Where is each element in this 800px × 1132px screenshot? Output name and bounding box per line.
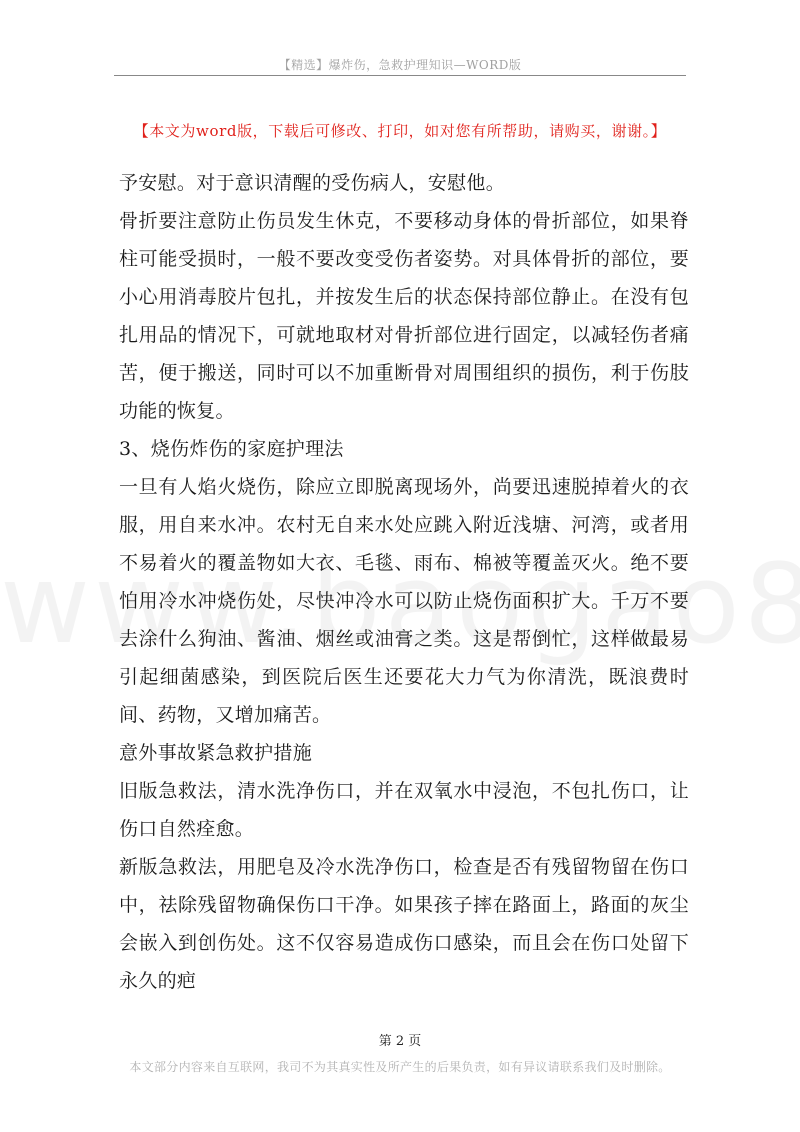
header-divider (114, 75, 686, 76)
paragraph-new-method: 新版急救法，用肥皂及冷水洗净伤口，检查是否有残留物留在伤口中，祛除残留物确保伤口干净。如果孩子摔在路面上，路面的灰尘会嵌入到创伤处。这不仅容易造成伤口感染，而且会在伤口处留下永久的疤 (119, 856, 689, 992)
footer-disclaimer: 本文部分内容来自互联网，我司不为其真实性及所产生的后果负责，如有异议请联系我们及时删除。 (129, 1060, 671, 1074)
document-body (119, 164, 689, 1000)
page-header-title: 【精选】爆炸伤，急救护理知识—WORD版 (278, 58, 522, 72)
page-number: 第 2 页 (378, 1034, 422, 1049)
section-heading-emergency-measures: 意外事故紧急救护措施 (119, 742, 313, 764)
paragraph-burn-care: 一旦有人焰火烧伤，除应立即脱离现场外，尚要迅速脱掉着火的衣服，用自来水冲。农村无自来水处应跳入附近浅塘、河湾，或者用不易着火的覆盖物如大衣、毛毯、雨布、棉被等覆盖灭火。绝不要怕用冷水冲烧伤处，尽快冲冷水可以防止烧伤面积扩大。千万不要去涂什么狗油、酱油、烟丝或油膏之类。这是帮倒忙，这样做最易引起细菌感染，到医院后医生还要花大力气为你清洗，既浪费时间、药物，又增加痛苦。 (119, 476, 689, 726)
paragraph-old-method: 旧版急救法，清水洗净伤口，并在双氧水中浸泡，不包扎伤口，让伤口自然痊愈。 (119, 780, 689, 840)
download-notice: 【本文为word版，下载后可修改、打印，如对您有所帮助，请购买，谢谢。】 (133, 122, 667, 140)
paragraph-comfort: 予安慰。对于意识清醒的受伤病人，安慰他。 (119, 172, 506, 194)
paragraph-fracture: 骨折要注意防止伤员发生休克，不要移动身体的骨折部位，如果脊柱可能受损时，一般不要改变受伤者姿势。对具体骨折的部位，要小心用消毒胶片包扎，并按发生后的状态保持部位静止。在没有包扎用品的情况下，可就地取材对骨折部位进行固定，以减轻伤者痛苦，便于搬送，同时可以不加重断骨对周围组织的损伤，利于伤肢功能的恢复。 (119, 210, 689, 422)
section-heading-burn-care: 3、烧伤炸伤的家庭护理法 (119, 438, 344, 460)
